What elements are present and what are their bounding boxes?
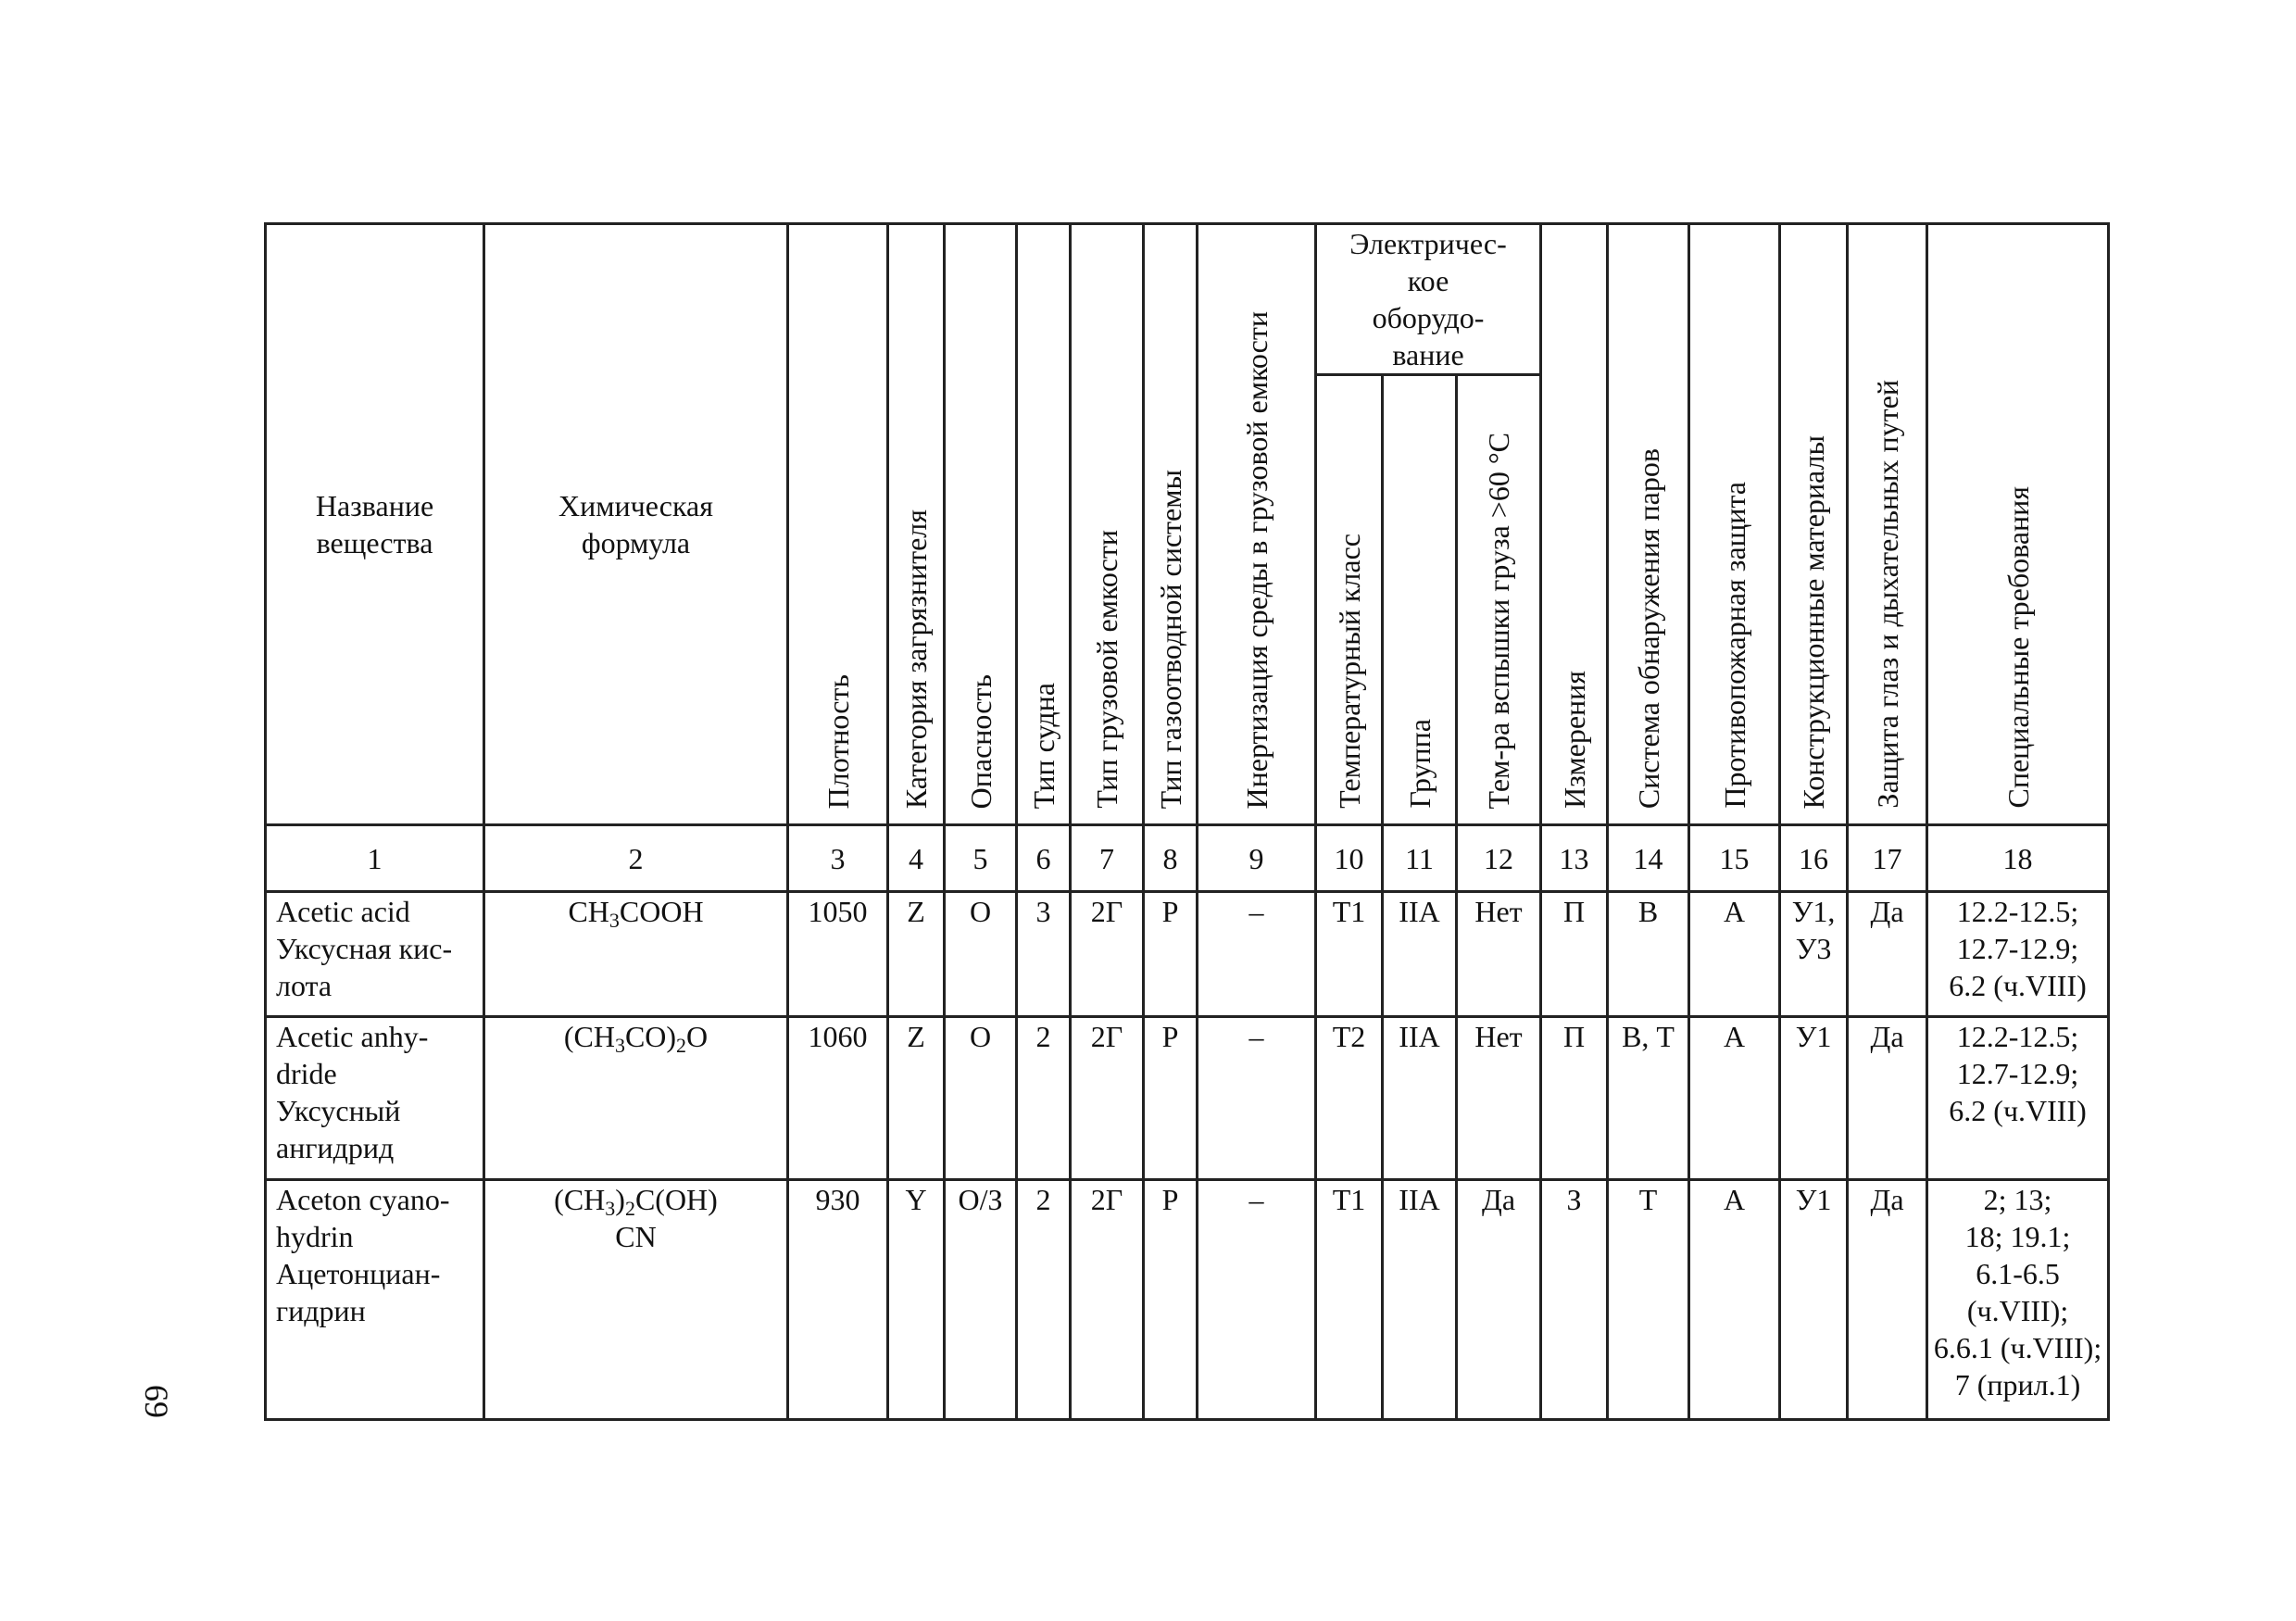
substance-name: Acetic anhy- dride Уксусный ангидрид (266, 1017, 484, 1180)
eye-protection: Да (1848, 1017, 1927, 1180)
special-requirements: 12.2-12.5; 12.7-12.9; 6.2 (ч.VIII) (1927, 1017, 2109, 1180)
column-number: 5 (945, 825, 1017, 892)
chemical-formula (484, 1180, 788, 1420)
gauging: П (1541, 1017, 1608, 1180)
header-fire-protection (1689, 224, 1780, 825)
materials: У1 (1780, 1180, 1848, 1420)
formula-subscript: 3 (614, 1034, 625, 1057)
formula-subscript: 3 (609, 909, 620, 932)
eye-protection: Да (1848, 1180, 1927, 1420)
gauging: П (1541, 892, 1608, 1017)
header-temp-class-text: Температурный класс (1332, 534, 1366, 809)
formula-subscript: 2 (624, 1197, 635, 1220)
column-number: 2 (484, 825, 788, 892)
temp-class: T1 (1316, 892, 1383, 1017)
header-tank-type-text: Тип грузовой емкости (1090, 530, 1123, 809)
hazard: О (945, 892, 1017, 1017)
header-gauging-text: Измерения (1557, 671, 1591, 809)
header-group-text: Группа (1402, 719, 1437, 809)
inerting: – (1198, 892, 1316, 1017)
tank-type: 2Г (1071, 892, 1144, 1017)
column-number: 4 (888, 825, 945, 892)
eye-protection: Да (1848, 892, 1927, 1017)
flash-point: Нет (1457, 892, 1541, 1017)
header-ship-type (1017, 224, 1071, 825)
ship-type: 2 (1017, 1017, 1071, 1180)
formula-part: CN (615, 1220, 657, 1253)
column-number-row (266, 825, 2109, 892)
header-electrical-text: Электричес- кое оборудо- вание (1349, 227, 1507, 371)
header-eye-protection-text: Защита глаз и дыхательных путей (1870, 380, 1904, 809)
hazard: О (945, 1017, 1017, 1180)
column-number: 8 (1144, 825, 1198, 892)
header-density (788, 224, 888, 825)
header-flash-point-text: Тем-ра вспышки груза >60 °С (1482, 432, 1516, 809)
column-number: 17 (1848, 825, 1927, 892)
fire-protection: А (1689, 1180, 1780, 1420)
table-row (266, 892, 2109, 1017)
header-inerting-text: Инертизация среды в грузовой емкости (1239, 310, 1273, 809)
formula-part: C(OH) (634, 1183, 718, 1216)
header-pollution-category-text: Категория загрязнителя (899, 509, 933, 809)
density: 1060 (788, 1017, 888, 1180)
column-number: 14 (1608, 825, 1689, 892)
temp-class: T2 (1316, 1017, 1383, 1180)
temp-class: T1 (1316, 1180, 1383, 1420)
formula-part: CO) (624, 1020, 677, 1053)
header-pollution-category (888, 224, 945, 825)
page-number: 69 (138, 1385, 175, 1418)
vent-type: Р (1144, 892, 1198, 1017)
header-row-top (266, 224, 2109, 375)
header-vapour-detection (1608, 224, 1689, 825)
header-gauging (1541, 224, 1608, 825)
column-number: 9 (1198, 825, 1316, 892)
header-materials-text: Конструкционные материалы (1797, 434, 1831, 809)
header-electrical (1316, 224, 1541, 375)
hazard: О/З (945, 1180, 1017, 1420)
column-number: 12 (1457, 825, 1541, 892)
substance-name: Acetic acid Уксусная кис- лота (266, 892, 484, 1017)
column-number: 16 (1780, 825, 1848, 892)
column-number: 15 (1689, 825, 1780, 892)
cargo-requirements-table (264, 222, 2110, 1421)
header-flash-point (1457, 375, 1541, 825)
header-inerting (1198, 224, 1316, 825)
tank-type: 2Г (1071, 1017, 1144, 1180)
pollution-category: Z (888, 892, 945, 1017)
formula-part: (CH (563, 1020, 615, 1053)
density: 1050 (788, 892, 888, 1017)
group: IIA (1383, 1017, 1457, 1180)
header-ship-type-text: Тип судна (1026, 682, 1060, 809)
formula-part: (CH (554, 1183, 606, 1216)
header-hazard (945, 224, 1017, 825)
substance-name: Aceton cyano- hydrin Ацетонциан- гидрин (266, 1180, 484, 1420)
column-number: 1 (266, 825, 484, 892)
header-vent-type-text: Тип газоотводной системы (1153, 469, 1187, 809)
group: IIA (1383, 892, 1457, 1017)
header-formula (484, 224, 788, 825)
header-group (1383, 375, 1457, 825)
header-special (1927, 224, 2109, 825)
vapour-detection: Т (1608, 1180, 1689, 1420)
column-number: 13 (1541, 825, 1608, 892)
vapour-detection: В, Т (1608, 1017, 1689, 1180)
pollution-category: Z (888, 1017, 945, 1180)
column-number: 3 (788, 825, 888, 892)
chemical-formula (484, 1017, 788, 1180)
inerting: – (1198, 1180, 1316, 1420)
column-number: 7 (1071, 825, 1144, 892)
inerting: – (1198, 1017, 1316, 1180)
column-number: 10 (1316, 825, 1383, 892)
column-number: 6 (1017, 825, 1071, 892)
materials: У1 (1780, 1017, 1848, 1180)
formula-part: O (686, 1020, 709, 1053)
header-formula-text: Химическая формула (558, 489, 713, 559)
materials: У1, У3 (1780, 892, 1848, 1017)
header-vent-type (1144, 224, 1198, 825)
formula-part: CH (568, 895, 609, 928)
special-requirements: 2; 13; 18; 19.1; 6.1-6.5 (ч.VIII); 6.6.1 (ч.VIII); 7 (прил.1) (1927, 1180, 2109, 1420)
header-fire-protection-text: Противопожарная защита (1717, 482, 1751, 809)
fire-protection: А (1689, 892, 1780, 1017)
header-name-text: Название вещества (315, 489, 434, 559)
special-requirements: 12.2-12.5; 12.7-12.9; 6.2 (ч.VIII) (1927, 892, 2109, 1017)
table-row (266, 1180, 2109, 1420)
header-vapour-detection-text: Система обнаружения паров (1631, 447, 1665, 809)
header-hazard-text: Опасность (963, 673, 997, 809)
ship-type: 2 (1017, 1180, 1071, 1420)
ship-type: 3 (1017, 892, 1071, 1017)
flash-point: Нет (1457, 1017, 1541, 1180)
tank-type: 2Г (1071, 1180, 1144, 1420)
formula-part: COOH (619, 895, 704, 928)
pollution-category: Y (888, 1180, 945, 1420)
density: 930 (788, 1180, 888, 1420)
vapour-detection: В (1608, 892, 1689, 1017)
column-number: 18 (1927, 825, 2109, 892)
formula-subscript: 2 (676, 1034, 687, 1057)
header-eye-protection (1848, 224, 1927, 825)
fire-protection: А (1689, 1017, 1780, 1180)
header-tank-type (1071, 224, 1144, 825)
formula-part: ) (615, 1183, 625, 1216)
header-materials (1780, 224, 1848, 825)
vent-type: Р (1144, 1017, 1198, 1180)
chemical-formula (484, 892, 788, 1017)
gauging: З (1541, 1180, 1608, 1420)
header-name (266, 224, 484, 825)
flash-point: Да (1457, 1180, 1541, 1420)
header-special-text: Специальные требования (2001, 486, 2035, 809)
column-number: 11 (1383, 825, 1457, 892)
header-density-text: Плотность (821, 673, 855, 809)
formula-subscript: 3 (605, 1197, 616, 1220)
group: IIA (1383, 1180, 1457, 1420)
vent-type: Р (1144, 1180, 1198, 1420)
header-temp-class (1316, 375, 1383, 825)
table-row (266, 1017, 2109, 1180)
